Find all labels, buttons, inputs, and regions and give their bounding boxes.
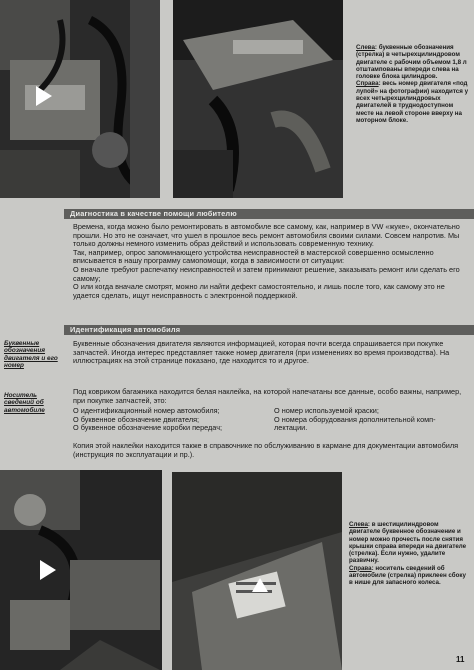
sticker-data-list-right <box>274 407 468 433</box>
caption-left-label: Слева <box>349 521 368 528</box>
arrow-icon <box>36 86 52 106</box>
margin-note-engine-codes: Буквенные обозначения двигателя и его номер <box>4 340 58 370</box>
caption-right-text: : носитель сведений об автомобиле (стрелка) приклеен сбоку в нише для запасного колеса. <box>349 564 466 587</box>
list-item: О идентификационный номер автомобиля; <box>73 406 220 415</box>
engine-photo-bottom-left <box>0 470 162 670</box>
top-photo-caption <box>356 44 468 124</box>
paragraph: Так, например, опрос запоминающего устройства неисправностей в мастерской совершенно осмысленно вписывается в нашу программу самопомощи, когда в зависимости от ситуации: <box>73 247 434 266</box>
identification-paragraph-1: Буквенные обозначения двигателя являются информацией, которая почти всегда спрашивается при покупке запчастей. Иногда интерес представляет также номер двигателя (при изменениях во время производства). На иллюстрациях на этой странице показано, где находится то и другое. <box>73 339 450 366</box>
caption-right-text: : весь номер двигателя «под лупой» на фотографии) находится у всех четырехцилиндровых двигателей в труднодоступном месте на левой стороне вверху на моторном блоке. <box>356 80 469 124</box>
section-heading-diagnostics: Диагностика в качестве помощи любителю <box>64 209 474 219</box>
engine-photo-left <box>0 0 160 198</box>
diagnostics-body <box>73 223 465 300</box>
bottom-photo-caption <box>349 521 469 587</box>
sticker-data-list-left <box>73 407 273 433</box>
section-heading-identification: Идентификация автомобиля <box>64 325 474 335</box>
arrow-icon <box>252 578 268 592</box>
identification-paragraph-2: Под ковриком багажника находится белая наклейка, на которой напечатаны все данные, особо важны, например, при покупке запчастей, это: <box>73 387 462 405</box>
paragraph: Времена, когда можно было ремонтировать в автомобиле все самому, как, например в VW «жуке», окончательно прошли. Но это не означает, что ушел в прошлое весь ремонт автомобиля своими силами. Совсем напротив. Мы только должны немного изменить образ действий и использовать современную технику. <box>73 222 460 249</box>
caption-right-label: Справа <box>356 80 379 88</box>
caption-left-text: : буквенные обозначения (стрелка) в четырехцилиндровом двигателе с рабочим объемом 1,8 л отштампованы впереди слева на головке блока цилиндров. <box>356 44 467 81</box>
paragraph: О или когда вначале смотрят, можно ли найти дефект самостоятельно, и лишь после того, как самому это не удается сделать, ищут неисправность с электронной поддержкой. <box>73 282 445 300</box>
list-item: О номер используемой краски; <box>274 406 379 415</box>
list-item: лектации. <box>274 423 308 433</box>
list-item: О номера оборудования дополнительной комп- <box>274 414 436 424</box>
page-number: 11 <box>456 655 465 664</box>
caption-left-label: Слева <box>356 44 375 51</box>
margin-note-data-carrier: Носитель сведений об автомобиле <box>4 392 45 414</box>
paragraph: О вначале требуют распечатку неисправностей и затем принимают решение, заказывать ремонт или сделать его самому; <box>73 264 460 283</box>
trunk-photo-bottom-right <box>172 472 342 670</box>
list-item: О буквенное обозначение двигателя; <box>73 414 200 424</box>
caption-left-text: : в шестицилиндровом двигателе буквенное обозначение и номер можно прочесть после снятия крышки справа впереди на двигателе (стрелка). Если нужно, удалите рaзвичну. <box>349 521 467 565</box>
arrow-icon <box>40 560 56 580</box>
list-item: О буквенное обозначение коробки передач; <box>73 423 223 433</box>
engine-photo-right <box>173 0 343 198</box>
identification-paragraph-3: Копия этой наклейки находится также в справочнике по обслуживанию в кармане для документации автомобиля (инструкция по эксплуатации и пр.). <box>73 441 459 459</box>
caption-right-label: Справа <box>349 564 372 572</box>
